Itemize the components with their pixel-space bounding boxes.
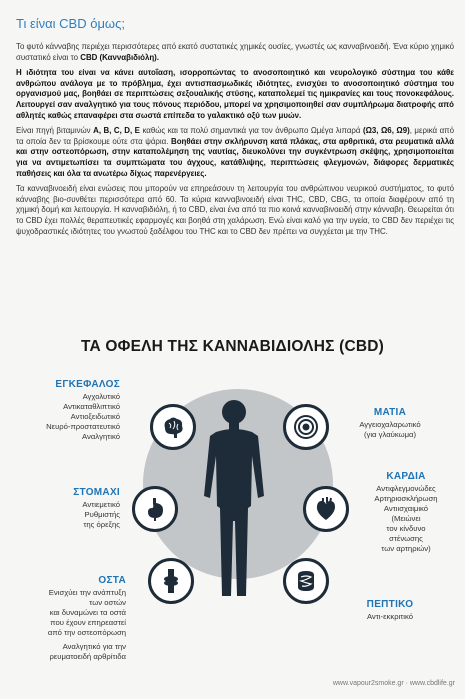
heart-item: (Μειώνει (391, 514, 421, 523)
bones-item: των οστών (89, 598, 126, 607)
eye-node (283, 404, 329, 450)
stomach-title: ΣΤΟΜΑΧΙ (73, 487, 120, 498)
bones-item: από την οστεοπόρωση (47, 628, 126, 637)
brain-item: Αντιοξειδωτικό (70, 412, 120, 421)
brain-item: Νευρό-προστατευτικό (46, 422, 120, 431)
intestine-icon (292, 567, 320, 595)
p1-text: Το φυτό κάνναβης περιέχει περισσότερες από εκατό συστατικές χημικές ουσίες, γνωστές ως κανναβινοειδή. Ένα κύριο χημικό συστατικό είναι το (16, 42, 454, 62)
page-heading: Τι είναι CBD όμως; (16, 16, 125, 31)
digestive-label (340, 600, 440, 622)
eyes-item: Αγγειοχαλαρωτικό (359, 420, 421, 429)
paragraph-4: Τα κανναβινοειδή είναι ενώσεις που μπορούν να επηρεάσουν τη λειτουργία του ανθρώπινου νευρικού συστήματος, το φυτό κάνναβης βιο-συνθέτει περισσότερα από 60. Τα κύρια κανναβινοειδή είναι THC, CBD, CBG, τα οποία διαφέρουν από τη χημική δομή και λειτουργία. Η κανναβιδιόλη, ή το CBD, είναι ένα από τα πιο κοινά κανναβινοειδή στην κάνναβη. Θεωρείται ότι το CBD έχει πολλές θεραπευτικές εφαρμογές και βοηθά στη χαλάρωση. Ενώ είναι καλό για την υγεία, το CBD δεν περιέχει τις ψυχοδραστικές ιδιότητες του γνωστού ξαδέλφου του THC και το CBD δεν πρέπει να συγχέεται με την THC. (16, 184, 454, 236)
bones-item: που έχουν επηρεαστεί (50, 618, 126, 627)
stomach-node (132, 486, 178, 532)
brain-item: Αντικαταθλιπτικό (63, 402, 120, 411)
p3-d: (Ω3, Ω6, Ω9) (362, 126, 410, 136)
heart-item: Αντιφλεγμονώδες (376, 484, 436, 493)
brain-icon (159, 413, 187, 441)
paragraph-1 (16, 42, 454, 63)
bones-item: Ενισχύει την ανάπτυξη (48, 588, 126, 597)
p1-bold: CBD (Κανναβιδιόλη). (80, 52, 159, 62)
p3-e: , μερικά από τα οποία δεν τα βρίσκουμε ούτε στα ψάρια. (16, 126, 455, 146)
benefits-diagram (0, 360, 465, 680)
heart-node (303, 486, 349, 532)
paragraph-3 (16, 126, 454, 179)
footer-urls: www.vapour2smoke.gr · www.cbdlife.gr (332, 680, 455, 687)
brain-title: ΕΓΚΕΦΑΛΟΣ (55, 379, 120, 390)
p3-a: Είναι πηγή βιταμινών (16, 126, 91, 136)
human-body-figure (198, 396, 270, 606)
eyes-title: ΜΑΤΙΑ (373, 407, 407, 418)
eyes-item: (για γλαύκωμα) (363, 430, 417, 439)
digestive-title: ΠΕΠΤΙΚΟ (366, 599, 414, 610)
bones-label (8, 576, 126, 662)
stomach-label (20, 488, 120, 530)
bones-item: ρευματοειδή αρθρίτιδα (49, 652, 126, 661)
bone-joint-icon (157, 567, 185, 595)
bones-item: Αναλγητικό για την (62, 642, 126, 651)
bones-title: ΟΣΤΑ (98, 575, 126, 586)
stomach-item: της όρεξης (83, 520, 120, 529)
digestive-item: Αντι-εκκριτικό (366, 612, 414, 621)
stomach-item: Ρυθμιστής (84, 510, 120, 519)
heart-title: ΚΑΡΔΙΑ (386, 471, 426, 482)
bones-node (148, 558, 194, 604)
intro-text (16, 42, 454, 242)
eyes-label (340, 408, 440, 440)
heart-item: Αντιισχαιμικό (383, 504, 429, 513)
brain-label (20, 380, 120, 442)
p2-bold: Η ιδιότητα του είναι να κάνει αυτοΐαση, ισορροπώντας το ανοσοποιητικό και νευρολογικό σύστημα του κάθε ανθρώπου ανάλογα με το πρόβλημα, έχει αντισπασμωδικές ιδιότητες, ενισχύει το ανοσοποιητικό σύστημα του οργανισμού μας, βοηθάει σε περιπτώσεις σεξουαλικής στύσης, καταπολεμεί τις ημικρανίες και τους πονοκεφάλους. Λειτουργεί σαν αναλγητικό για τους πόνους περιόδου, μπορεί να χρησιμοποιηθεί σαν συμπλήρωμα διατροφής από αθλητές καθώς επαναφέρει στα σωστά επίπεδα το γαλακτικό οξύ των μυών. (16, 68, 454, 120)
stomach-icon (141, 495, 169, 523)
heart-label (358, 472, 454, 554)
p3-b: A, B, C, D, E (93, 126, 140, 136)
brain-node (150, 404, 196, 450)
brain-item: Αγχολυτικό (82, 392, 120, 401)
heart-icon (312, 495, 340, 523)
digestive-node (283, 558, 329, 604)
bones-item: και δυναμώνει τα οστά (49, 608, 126, 617)
heart-item: των αρτηριών) (381, 544, 431, 553)
brain-item: Αναλγητικό (81, 432, 120, 441)
p3-c: καθώς και τα πολύ σημαντικά για τον άνθρωπο Ωμέγα λιπαρά (142, 126, 361, 136)
heart-item: Αρτηριοσκλήρωση (374, 494, 438, 503)
heart-item: στένωσης (389, 534, 423, 543)
eye-icon (292, 413, 320, 441)
benefits-title: ΤΑ ΟΦΕΛΗ ΤΗΣ ΚΑΝΝΑΒΙΔΙΟΛΗΣ (CBD) (80, 338, 385, 355)
stomach-item: Αντιεμετικό (82, 500, 120, 509)
heart-item: τον κίνδυνο (386, 524, 426, 533)
paragraph-2 (16, 68, 454, 121)
p3-f: Βοηθάει στην σκλήρυνση κατά πλάκας, στα αρθριτικά, στα ρευματικά αλλά και στην οστεοπόρωση, στην καταπολέμηση της ναυτίας, διευκολύνει την συγκέντρωση σκέψης, χρησιμοποιείται για να αντιμετωπίσει τα συμπτώματα του άγχους, κατάθλιψης, περιπτώσεις φλεγμονών, διάφορες δερματικές παθήσεις και όλα τα ανωτέρω δίχως παρενέργειες. (16, 136, 454, 178)
